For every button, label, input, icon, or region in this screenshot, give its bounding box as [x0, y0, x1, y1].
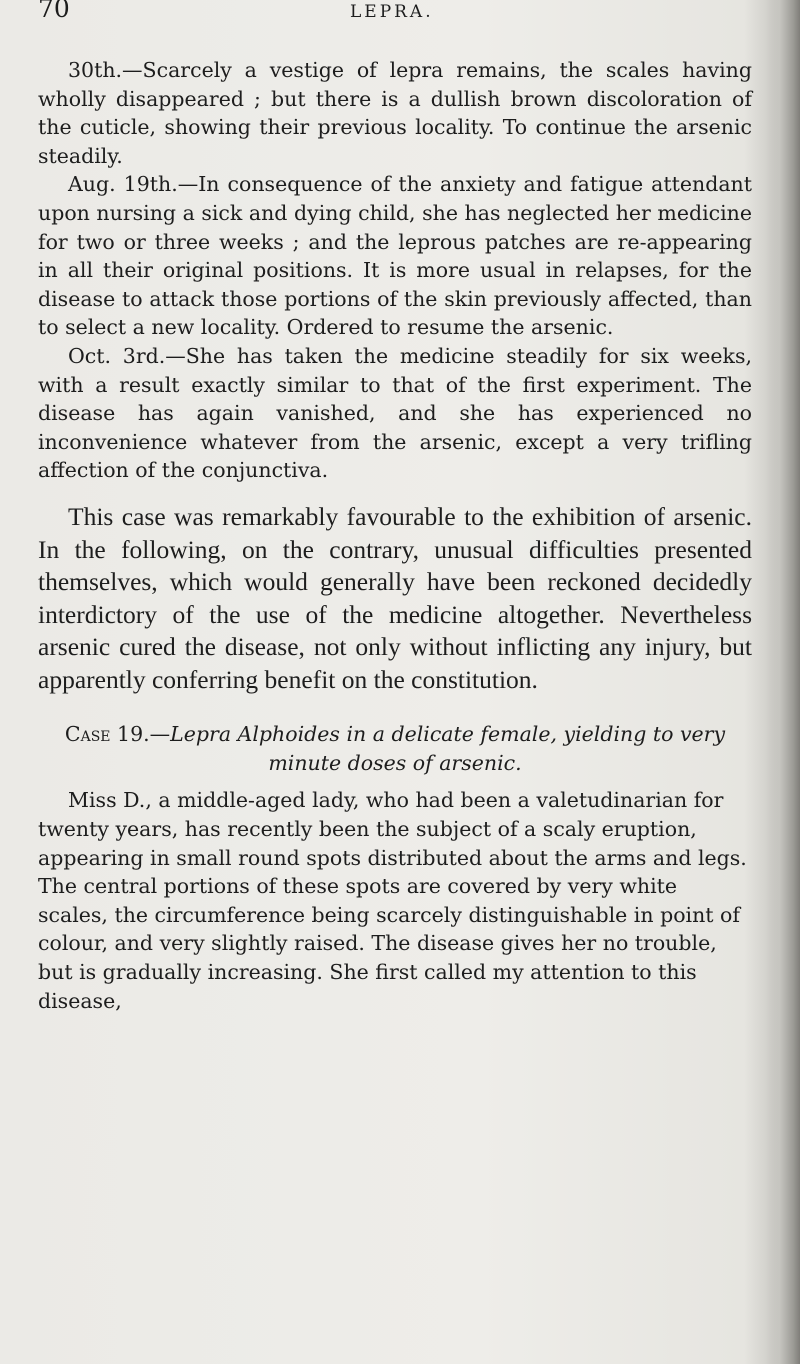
page-number: 70 [38, 0, 70, 23]
page-header [38, 0, 758, 28]
commentary [38, 501, 752, 697]
paragraph-aug-19th: Aug. 19th.—In consequence of the anxiety and fatigue attendant upon nursing a sick and dying child, she has neglected her medicine for two or three weeks ; and the leprous patches are re-appearing in all their original positions. It is more usual in relapses, for the disease to attack those portions of the skin previously affected, than to select a new locality. Ordered to resume the arsenic. [38, 172, 752, 340]
running-head: LEPRA. [350, 2, 434, 22]
paragraph-commentary: This case was remarkably favourable to the exhibition of arsenic. In the following, on the contrary, unusual difficulties presented themselves, which would generally have been reckoned decidedly interdictory of the use of the medicine altogether. Nevertheless arsenic cured the disease, not only without inflicting any injury, but apparently conferring benefit on the constitution. [38, 501, 752, 694]
paragraph-30th: 30th.—Scarcely a vestige of lepra remains, the scales having wholly disappeared ; but there is a dullish brown discoloration of the cuticle, showing their previous locality. To continue the arsenic steadily. [38, 58, 752, 168]
case-body [38, 786, 752, 1015]
page-binding-shadow [766, 0, 800, 1364]
paragraph-miss-d: Miss D., a middle-aged lady, who had been a valetudinarian for twenty years, has recently been the subject of a scaly eruption, appearing in small round spots distributed about the arms and legs. The central portions of these spots are covered by very white scales, the circumference being scarcely distinguishable in point of colour, and very slightly raised. The disease gives her no trouble, but is gradually increasing. She first called my attention to this disease, [38, 788, 747, 1013]
case-title: Lepra Alphoides in a delicate female, yielding to very minute doses of arsenic. [170, 722, 726, 776]
case-heading [38, 720, 752, 778]
case-notes [38, 56, 752, 485]
case-dash: — [149, 722, 171, 747]
page-body [38, 56, 752, 1015]
paragraph-oct-3rd: Oct. 3rd.—She has taken the medicine steadily for six weeks, with a result exactly similar to that of the first experiment. The disease has again vanished, and she has experienced no inconvenience whatever from the arsenic, except a very trifling affection of the conjunctiva. [38, 343, 752, 483]
case-label: Case 19. [64, 722, 150, 747]
